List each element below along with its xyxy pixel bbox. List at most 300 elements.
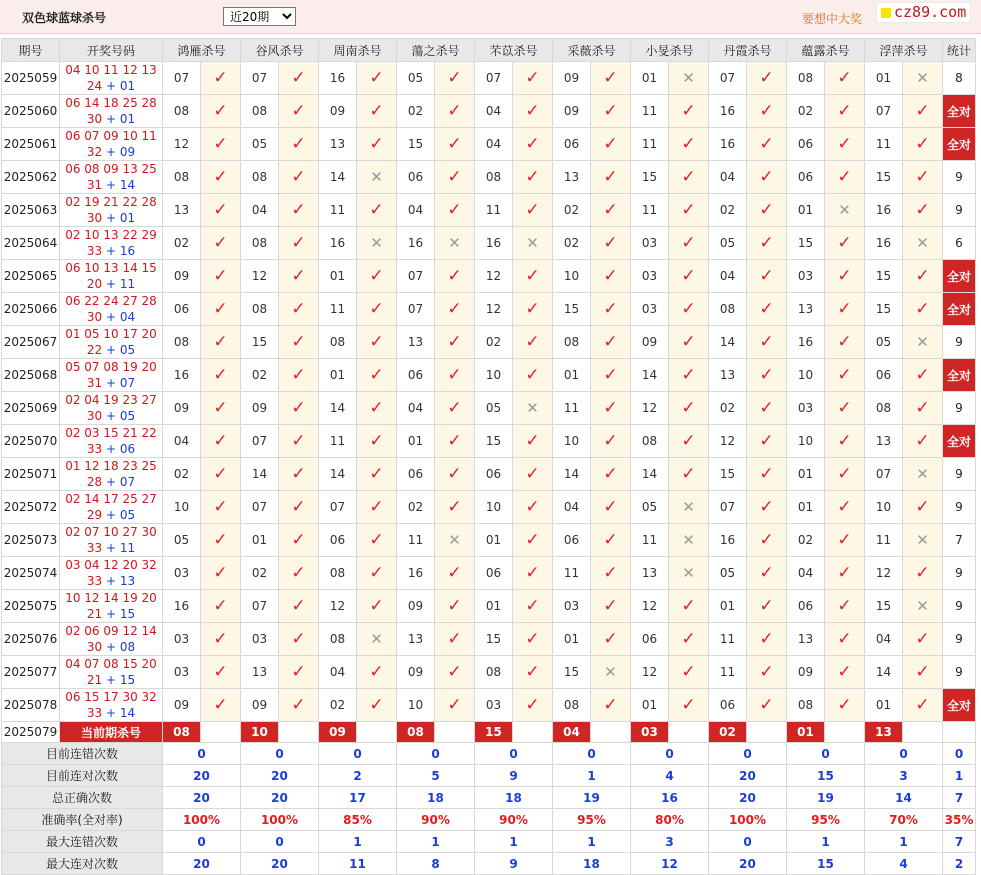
kill-number-cell: 11 [553,557,591,590]
kill-number-cell: 06 [475,458,513,491]
check-icon: ✓ [525,134,540,154]
result-cell [903,62,943,95]
result-cell [201,326,241,359]
kill-number-cell: 12 [241,260,279,293]
kill-number-cell: 05 [397,62,435,95]
red-balls-line1: 04 10 11 12 13 [65,63,157,77]
result-cell [903,656,943,689]
kill-number-cell: 09 [553,95,591,128]
summary-value: 20 [163,765,241,787]
result-cell [825,425,865,458]
summary-value: 14 [865,787,943,809]
result-cell [747,95,787,128]
result-cell [513,425,553,458]
red-balls-line1: 10 12 14 19 20 [65,591,157,605]
table-row [2,326,976,359]
result-cell [825,557,865,590]
check-icon: ✓ [759,530,774,550]
check-icon: ✓ [915,497,930,517]
red-balls-line2: 31 [86,178,103,192]
summary-value: 16 [631,787,709,809]
plus-sign: + [102,79,120,93]
kill-number-cell: 13 [397,623,435,656]
result-cell [903,689,943,722]
red-balls-line1: 02 10 13 22 29 [65,228,157,242]
result-cell [669,95,709,128]
blue-ball: 07 [119,376,136,390]
kill-number-cell: 01 [553,359,591,392]
result-cell [279,392,319,425]
result-cell [591,491,631,524]
result-cell [201,95,241,128]
kill-number-cell: 06 [397,458,435,491]
col-header-expert: 谷风杀号 [241,39,319,62]
blue-ball: 01 [119,112,136,126]
check-icon: ✓ [525,101,540,121]
check-icon: ✓ [759,134,774,154]
result-cell [435,623,475,656]
check-icon: ✓ [213,167,228,187]
result-cell [669,458,709,491]
check-icon: ✓ [213,530,228,550]
result-cell [669,623,709,656]
col-header-expert: 丹霞杀号 [709,39,787,62]
kill-number-cell: 10 [163,491,201,524]
kill-number-cell: 07 [241,62,279,95]
red-balls-line2: 24 [86,79,103,93]
promo-link[interactable]: 要想中大奖 [802,12,863,26]
check-icon: ✓ [603,332,618,352]
check-icon: ✓ [291,299,306,319]
current-period-cell: 2025079 [2,722,60,743]
check-icon: ✓ [681,332,696,352]
summary-value: 80% [631,809,709,831]
kill-number-cell: 11 [631,95,669,128]
check-icon: ✓ [525,662,540,682]
check-icon: ✓ [369,464,384,484]
check-icon: ✓ [603,563,618,583]
check-icon: ✓ [837,596,852,616]
result-cell [279,491,319,524]
check-icon: ✓ [759,464,774,484]
blue-ball: 01 [119,211,136,225]
check-icon: ✓ [837,134,852,154]
draw-numbers-cell [60,227,163,260]
stat-cell: 9 [943,392,976,425]
kill-number-cell: 06 [865,359,903,392]
check-icon: ✓ [525,365,540,385]
result-cell [747,227,787,260]
check-icon: ✓ [213,629,228,649]
result-cell [903,425,943,458]
result-cell [591,689,631,722]
table-header-row [2,39,976,62]
result-cell [747,392,787,425]
check-icon: ✓ [213,464,228,484]
check-icon: ✓ [837,365,852,385]
kill-number-cell: 13 [865,425,903,458]
stat-cell: 全对 [943,128,976,161]
summary-value: 0 [163,831,241,853]
red-balls-line1: 02 04 19 23 27 [65,393,157,407]
result-cell [669,590,709,623]
kill-number-cell: 06 [709,689,747,722]
result-cell [669,656,709,689]
red-balls-line2: 33 [86,541,103,555]
summary-value: 0 [865,743,943,765]
kill-number-cell: 11 [631,194,669,227]
kill-number-cell: 07 [709,62,747,95]
kill-number-cell: 11 [319,293,357,326]
result-cell [669,161,709,194]
check-icon: ✓ [681,101,696,121]
kill-number-cell: 07 [319,491,357,524]
check-icon: ✓ [837,101,852,121]
kill-number-cell: 02 [241,359,279,392]
check-icon: ✓ [681,464,696,484]
check-icon: ✓ [447,101,462,121]
result-cell [825,656,865,689]
check-icon: ✓ [291,596,306,616]
check-icon: ✓ [759,431,774,451]
check-icon: ✓ [837,431,852,451]
draw-numbers-cell [60,689,163,722]
summary-value: 15 [787,765,865,787]
kill-number-cell: 01 [319,260,357,293]
result-cell [435,524,475,557]
draw-numbers-cell [60,359,163,392]
period-cell: 2025065 [2,260,60,293]
check-icon: ✓ [759,266,774,286]
kill-number-cell: 11 [709,656,747,689]
check-icon: ✓ [213,200,228,220]
stat-cell: 全对 [943,689,976,722]
result-cell [357,326,397,359]
kill-number-cell: 01 [241,524,279,557]
blue-ball: 14 [119,178,136,192]
result-cell [825,623,865,656]
result-cell [825,359,865,392]
table-row [2,128,976,161]
col-header-expert: 浮萍杀号 [865,39,943,62]
check-icon: ✓ [369,662,384,682]
result-cell [513,689,553,722]
col-header-expert: 周南杀号 [319,39,397,62]
check-icon: ✓ [291,200,306,220]
kill-number-cell: 01 [397,425,435,458]
result-cell [201,359,241,392]
check-icon: ✓ [681,695,696,715]
table-row [2,194,976,227]
check-icon: ✓ [603,233,618,253]
check-icon: ✓ [681,233,696,253]
plus-sign: + [102,607,120,621]
check-icon: ✓ [681,398,696,418]
summary-value: 19 [553,787,631,809]
kill-number-cell: 11 [397,524,435,557]
table-row [2,425,976,458]
check-icon: ✓ [447,200,462,220]
cross-icon: ✕ [448,531,461,549]
result-cell [435,425,475,458]
table-row [2,161,976,194]
check-icon: ✓ [837,662,852,682]
summary-value: 19 [787,787,865,809]
col-header-expert: 鸿雁杀号 [163,39,241,62]
table-row [2,227,976,260]
kill-number-cell: 03 [163,557,201,590]
check-icon: ✓ [837,233,852,253]
check-icon: ✓ [447,365,462,385]
kill-number-cell: 15 [631,161,669,194]
kill-number-cell: 08 [241,227,279,260]
check-icon: ✓ [525,68,540,88]
period-cell: 2025067 [2,326,60,359]
kill-number-cell: 06 [397,161,435,194]
check-icon: ✓ [369,266,384,286]
period-cell: 2025072 [2,491,60,524]
kill-number-cell: 16 [709,524,747,557]
kill-number-cell: 09 [553,62,591,95]
summary-value: 11 [319,853,397,875]
kill-number-cell: 08 [475,161,513,194]
kill-number-cell: 13 [787,293,825,326]
summary-value: 1 [475,831,553,853]
draw-numbers-cell [60,491,163,524]
result-cell [747,359,787,392]
result-cell [435,491,475,524]
kill-number-cell: 06 [397,359,435,392]
kill-number-cell: 08 [163,95,201,128]
kill-number-cell: 16 [709,95,747,128]
check-icon: ✓ [369,398,384,418]
check-icon: ✓ [291,497,306,517]
kill-number-cell: 01 [865,62,903,95]
logo-square-icon [881,8,891,18]
kill-number-cell: 05 [631,491,669,524]
result-cell [435,260,475,293]
result-cell [357,194,397,227]
kill-number-cell: 01 [631,62,669,95]
check-icon: ✓ [447,629,462,649]
kill-number-cell: 01 [787,491,825,524]
plus-sign: + [102,178,120,192]
summary-stat: 35% [943,809,976,831]
stat-cell: 6 [943,227,976,260]
kill-number-cell: 07 [709,491,747,524]
kill-number-cell: 04 [787,557,825,590]
kill-number-cell: 08 [241,293,279,326]
kill-number-cell: 03 [631,293,669,326]
kill-number-cell: 16 [865,227,903,260]
check-icon: ✓ [603,167,618,187]
kill-number-cell: 05 [163,524,201,557]
result-cell [591,326,631,359]
result-cell [747,458,787,491]
kill-number-cell: 08 [319,557,357,590]
red-balls-line1: 06 08 09 13 25 [65,162,157,176]
kill-number-cell: 14 [319,161,357,194]
result-cell [669,524,709,557]
result-cell [903,128,943,161]
kill-number-cell: 02 [553,194,591,227]
kill-number-cell: 06 [319,524,357,557]
red-balls-line2: 29 [86,508,103,522]
plus-sign: + [102,442,120,456]
result-cell [279,524,319,557]
blue-ball: 13 [119,574,136,588]
check-icon: ✓ [525,497,540,517]
check-icon: ✓ [603,695,618,715]
kill-number-cell: 12 [865,557,903,590]
result-cell [357,260,397,293]
check-icon: ✓ [603,200,618,220]
result-cell [513,392,553,425]
current-pick-cell: 04 [553,722,591,743]
period-cell: 2025078 [2,689,60,722]
kill-number-cell: 07 [241,425,279,458]
current-pick-blank [747,722,787,743]
blue-ball: 14 [119,706,136,720]
kill-number-cell: 15 [709,458,747,491]
check-icon: ✓ [681,167,696,187]
check-icon: ✓ [447,695,462,715]
result-cell [825,590,865,623]
kill-number-cell: 07 [865,458,903,491]
kill-number-cell: 11 [319,194,357,227]
draw-numbers-cell [60,458,163,491]
blue-ball: 05 [119,409,136,423]
check-icon: ✓ [447,398,462,418]
period-cell: 2025059 [2,62,60,95]
stat-cell: 全对 [943,425,976,458]
result-cell [357,95,397,128]
result-cell [591,524,631,557]
plus-sign: + [102,673,120,687]
result-cell [747,656,787,689]
red-balls-line1: 02 03 15 21 22 [65,426,157,440]
red-balls-line2: 30 [86,112,103,126]
period-cell: 2025070 [2,425,60,458]
check-icon: ✓ [837,563,852,583]
kill-number-cell: 06 [475,557,513,590]
kill-number-cell: 13 [553,161,591,194]
check-icon: ✓ [681,431,696,451]
cross-icon: ✕ [448,234,461,252]
kill-number-cell: 02 [553,227,591,260]
check-icon: ✓ [213,563,228,583]
check-icon: ✓ [915,200,930,220]
red-balls-line1: 01 12 18 23 25 [65,459,157,473]
result-cell [357,392,397,425]
cross-icon: ✕ [916,234,929,252]
check-icon: ✓ [915,629,930,649]
summary-value: 20 [241,853,319,875]
range-select[interactable] [223,7,296,26]
check-icon: ✓ [369,299,384,319]
check-icon: ✓ [837,398,852,418]
kill-number-cell: 05 [475,392,513,425]
kill-number-cell: 07 [397,293,435,326]
result-cell [201,590,241,623]
result-cell [669,227,709,260]
red-balls-line2: 33 [86,244,103,258]
result-cell [357,293,397,326]
check-icon: ✓ [603,134,618,154]
red-balls-line1: 03 04 12 20 32 [65,558,157,572]
site-logo[interactable] [876,2,971,23]
kill-number-cell: 05 [709,227,747,260]
result-cell [435,227,475,260]
plus-sign: + [102,475,120,489]
kill-number-cell: 09 [397,590,435,623]
result-cell [591,557,631,590]
result-cell [513,557,553,590]
draw-numbers-cell [60,194,163,227]
kill-number-cell: 16 [709,128,747,161]
kill-number-cell: 08 [163,161,201,194]
result-cell [201,689,241,722]
check-icon: ✓ [837,629,852,649]
result-cell [591,623,631,656]
cross-icon: ✕ [370,630,383,648]
draw-numbers-cell [60,161,163,194]
kill-number-cell: 13 [241,656,279,689]
current-stat-blank [943,722,976,743]
stat-cell: 9 [943,458,976,491]
result-cell [201,227,241,260]
table-row [2,293,976,326]
kill-number-cell: 16 [787,326,825,359]
check-icon: ✓ [369,431,384,451]
kill-number-cell: 15 [553,293,591,326]
kill-number-cell: 16 [163,359,201,392]
result-cell [903,260,943,293]
result-cell [669,326,709,359]
blue-ball: 15 [119,607,136,621]
result-cell [513,524,553,557]
check-icon: ✓ [369,365,384,385]
check-icon: ✓ [525,167,540,187]
kill-number-cell: 04 [163,425,201,458]
result-cell [513,491,553,524]
result-cell [435,392,475,425]
cross-icon: ✕ [682,498,695,516]
stat-cell: 9 [943,656,976,689]
kill-number-cell: 05 [241,128,279,161]
current-pick-cell: 01 [787,722,825,743]
table-row [2,260,976,293]
kill-number-cell: 04 [397,392,435,425]
result-cell [435,194,475,227]
check-icon: ✓ [681,596,696,616]
kill-number-cell: 14 [319,392,357,425]
kill-number-cell: 08 [319,623,357,656]
check-icon: ✓ [603,464,618,484]
kill-number-cell: 11 [709,623,747,656]
result-cell [357,161,397,194]
current-pick-cell: 10 [241,722,279,743]
result-cell [201,491,241,524]
current-pick-blank [591,722,631,743]
kill-number-cell: 09 [787,656,825,689]
kill-number-cell: 09 [631,326,669,359]
kill-number-cell: 02 [241,557,279,590]
kill-number-cell: 15 [475,623,513,656]
kill-number-cell: 03 [241,623,279,656]
table-row [2,656,976,689]
current-label-cell: 当前期杀号 [60,722,163,743]
